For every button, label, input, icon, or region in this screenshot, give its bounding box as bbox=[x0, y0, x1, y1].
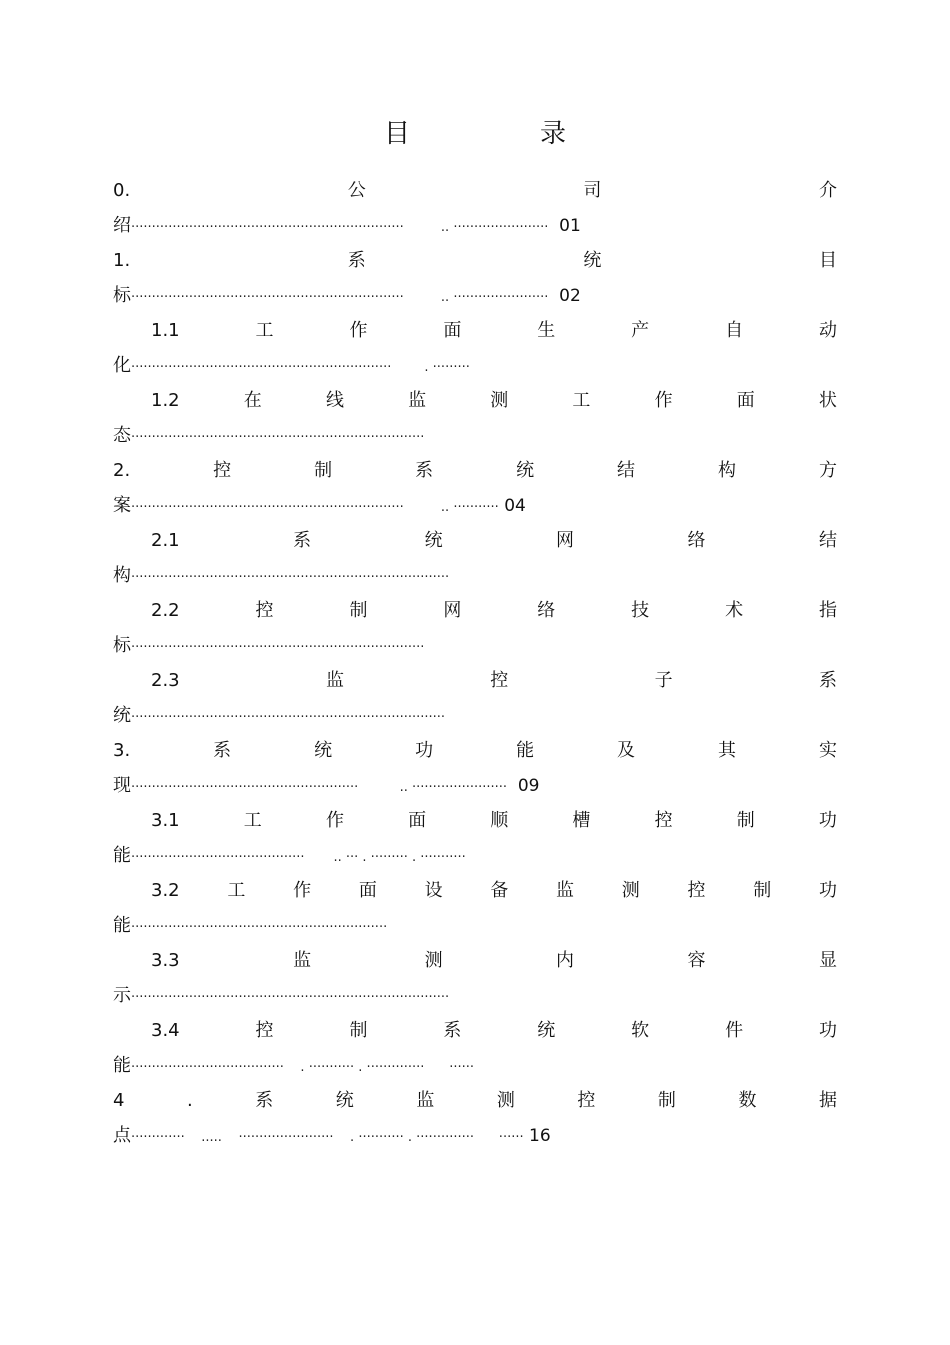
toc-entry[interactable] bbox=[113, 1018, 837, 1088]
section-number: 3.4 bbox=[151, 1020, 180, 1041]
toc-entry-heading bbox=[113, 458, 837, 493]
toc-entry-heading bbox=[113, 598, 837, 633]
dot-leader: .. bbox=[403, 220, 454, 235]
heading-character: 容 bbox=[687, 950, 706, 971]
page-number: 02 bbox=[548, 286, 581, 306]
toc-entry[interactable] bbox=[113, 248, 837, 318]
section-number: 2.2 bbox=[151, 600, 180, 621]
heading-character: 统 bbox=[335, 1090, 354, 1111]
dot-leader: ·································································· bbox=[131, 500, 404, 515]
toc-entry-leader-line bbox=[113, 913, 837, 948]
table-of-contents bbox=[113, 178, 837, 1158]
heading-character: 功 bbox=[818, 880, 837, 901]
toc-entry[interactable] bbox=[113, 178, 837, 248]
toc-entry-leader-line bbox=[113, 493, 837, 528]
heading-character: 功 bbox=[818, 1020, 837, 1041]
section-number: 3. bbox=[113, 740, 131, 761]
heading-character: 统 bbox=[424, 530, 443, 551]
toc-entry-leader-line bbox=[113, 1053, 837, 1088]
heading-character: 态 bbox=[113, 425, 131, 446]
heading-character: 设 bbox=[424, 880, 443, 901]
heading-character: 系 bbox=[293, 530, 312, 551]
dot-leader: ..... bbox=[184, 1130, 239, 1145]
heading-character: 监 bbox=[293, 950, 312, 971]
toc-entry[interactable] bbox=[113, 598, 837, 668]
toc-entry-heading bbox=[113, 1018, 837, 1053]
heading-character: 统 bbox=[583, 250, 602, 271]
dot-leader: ······························································ bbox=[131, 920, 388, 935]
dot-leader: ··········· bbox=[399, 710, 446, 725]
toc-entry-heading bbox=[113, 1088, 837, 1123]
dot-leader: ·········································· bbox=[131, 850, 305, 865]
heading-character: 作 bbox=[654, 390, 673, 411]
heading-character: 测 bbox=[621, 880, 640, 901]
heading-character: 工 bbox=[227, 880, 246, 901]
toc-entry-heading bbox=[113, 528, 837, 563]
heading-character: 生 bbox=[537, 320, 556, 341]
heading-character: 控 bbox=[687, 880, 706, 901]
heading-character: 面 bbox=[443, 320, 462, 341]
toc-entry[interactable] bbox=[113, 948, 837, 1018]
page-number: 09 bbox=[507, 776, 540, 796]
toc-entry-leader-line bbox=[113, 353, 837, 388]
toc-entry[interactable] bbox=[113, 808, 837, 878]
dot-leader: . bbox=[333, 1130, 359, 1145]
dot-leader: ··········· . ·············· ······ bbox=[308, 1060, 474, 1075]
dot-leader: ··········· . ·············· ······ bbox=[358, 1130, 524, 1145]
page-title: 目 录 bbox=[383, 119, 618, 149]
heading-character: 能 bbox=[113, 845, 131, 866]
toc-entry-leader-line bbox=[113, 283, 837, 318]
toc-entry[interactable] bbox=[113, 668, 837, 738]
toc-entry-leader-line bbox=[113, 703, 837, 738]
toc-entry-leader-line bbox=[113, 773, 837, 808]
heading-character: . bbox=[186, 1090, 193, 1111]
toc-entry-leader-line bbox=[113, 213, 837, 248]
dot-leader: ··· . ········· . ··········· bbox=[345, 850, 466, 865]
heading-character: 制 bbox=[736, 810, 755, 831]
heading-character: 工 bbox=[572, 390, 591, 411]
toc-entry[interactable] bbox=[113, 1088, 837, 1158]
heading-character: 监 bbox=[325, 670, 344, 691]
dot-leader: . bbox=[391, 360, 433, 375]
heading-character: 络 bbox=[687, 530, 706, 551]
heading-character: 备 bbox=[490, 880, 509, 901]
section-number: 3.1 bbox=[151, 810, 180, 831]
dot-leader: ································································· bbox=[131, 710, 400, 725]
heading-character: 制 bbox=[753, 880, 772, 901]
heading-character: 网 bbox=[556, 530, 575, 551]
heading-character: 示 bbox=[113, 985, 131, 1006]
toc-entry[interactable] bbox=[113, 528, 837, 598]
heading-character: 系 bbox=[818, 670, 837, 691]
heading-character: 顺 bbox=[490, 810, 509, 831]
dot-leader: ········· bbox=[432, 360, 470, 375]
heading-character: 内 bbox=[556, 950, 575, 971]
heading-character: 统 bbox=[516, 460, 535, 481]
heading-character: 工 bbox=[243, 810, 262, 831]
heading-character: 构 bbox=[113, 565, 131, 586]
section-number: 1.2 bbox=[151, 390, 180, 411]
dot-leader: ······································································· bbox=[131, 430, 425, 445]
section-number: 1.1 bbox=[151, 320, 180, 341]
toc-entry-heading bbox=[113, 178, 837, 213]
heading-character: 技 bbox=[631, 600, 650, 621]
heading-character: 标 bbox=[113, 635, 131, 656]
toc-entry-heading bbox=[113, 808, 837, 843]
heading-character: 司 bbox=[583, 180, 602, 201]
heading-character: 制 bbox=[314, 460, 333, 481]
heading-character: 制 bbox=[349, 600, 368, 621]
heading-character: 据 bbox=[818, 1090, 837, 1111]
toc-entry[interactable] bbox=[113, 318, 837, 388]
page-number: 01 bbox=[548, 216, 581, 236]
heading-character: 面 bbox=[736, 390, 755, 411]
dot-leader: ·································································· bbox=[131, 220, 404, 235]
heading-character: 系 bbox=[347, 250, 366, 271]
heading-character: 制 bbox=[349, 1020, 368, 1041]
dot-leader: ······················································· bbox=[131, 780, 359, 795]
dot-leader: ······························································· bbox=[131, 360, 392, 375]
toc-entry-leader-line bbox=[113, 423, 837, 458]
heading-character: 化 bbox=[113, 355, 131, 376]
heading-character: 系 bbox=[443, 1020, 462, 1041]
heading-character: 自 bbox=[725, 320, 744, 341]
heading-character: 统 bbox=[537, 1020, 556, 1041]
dot-leader: ······················· bbox=[453, 220, 549, 235]
heading-character: 槽 bbox=[572, 810, 591, 831]
heading-character: 控 bbox=[490, 670, 509, 691]
dot-leader: ······················· bbox=[412, 780, 508, 795]
heading-character: 介 bbox=[818, 180, 837, 201]
section-number: 4 bbox=[113, 1090, 125, 1111]
dot-leader: ············································································· bbox=[131, 990, 450, 1005]
heading-character: 线 bbox=[325, 390, 344, 411]
dot-leader: .. bbox=[304, 850, 346, 865]
heading-character: 控 bbox=[255, 1020, 274, 1041]
heading-character: 监 bbox=[556, 880, 575, 901]
toc-entry[interactable] bbox=[113, 388, 837, 458]
heading-character: 作 bbox=[325, 810, 344, 831]
toc-entry-leader-line bbox=[113, 633, 837, 668]
heading-character: 产 bbox=[631, 320, 650, 341]
heading-character: 标 bbox=[113, 285, 131, 306]
section-number: 2.3 bbox=[151, 670, 180, 691]
dot-leader: ··········· bbox=[453, 500, 499, 515]
dot-leader: .. bbox=[358, 780, 413, 795]
heading-character: 测 bbox=[496, 1090, 515, 1111]
heading-character: 系 bbox=[415, 460, 434, 481]
heading-character: 控 bbox=[213, 460, 232, 481]
toc-entry-heading bbox=[113, 878, 837, 913]
section-number: 1. bbox=[113, 250, 131, 271]
page-number: 16 bbox=[523, 1126, 551, 1146]
heading-character: 指 bbox=[818, 600, 837, 621]
heading-character: 绍 bbox=[113, 215, 131, 236]
heading-character: 件 bbox=[725, 1020, 744, 1041]
heading-character: 控 bbox=[654, 810, 673, 831]
heading-character: 统 bbox=[113, 705, 131, 726]
heading-character: 动 bbox=[818, 320, 837, 341]
heading-character: 现 bbox=[113, 775, 131, 796]
heading-character: 制 bbox=[657, 1090, 676, 1111]
heading-character: 能 bbox=[516, 740, 535, 761]
toc-entry[interactable] bbox=[113, 458, 837, 528]
dot-leader: ·································································· bbox=[131, 290, 404, 305]
toc-entry-leader-line bbox=[113, 1123, 837, 1158]
heading-character: 监 bbox=[416, 1090, 435, 1111]
heading-character: 控 bbox=[255, 600, 274, 621]
section-number: 3.2 bbox=[151, 880, 180, 901]
dot-leader: ············· bbox=[131, 1130, 185, 1145]
heading-character: 作 bbox=[293, 880, 312, 901]
heading-character: 能 bbox=[113, 1055, 131, 1076]
heading-character: 工 bbox=[255, 320, 274, 341]
heading-character: 术 bbox=[725, 600, 744, 621]
toc-entry[interactable] bbox=[113, 738, 837, 808]
dot-leader: ············································································· bbox=[131, 570, 450, 585]
toc-entry-heading bbox=[113, 948, 837, 983]
heading-character: 结 bbox=[617, 460, 636, 481]
section-number: 3.3 bbox=[151, 950, 180, 971]
heading-character: 数 bbox=[738, 1090, 757, 1111]
heading-character: 测 bbox=[424, 950, 443, 971]
heading-character: 能 bbox=[113, 915, 131, 936]
heading-character: 功 bbox=[818, 810, 837, 831]
heading-character: 络 bbox=[537, 600, 556, 621]
heading-character: 方 bbox=[818, 460, 837, 481]
section-number: 2. bbox=[113, 460, 131, 481]
heading-character: 点 bbox=[113, 1125, 131, 1146]
toc-entry-heading bbox=[113, 248, 837, 283]
heading-character: 测 bbox=[490, 390, 509, 411]
heading-character: 面 bbox=[358, 880, 377, 901]
section-number: 2.1 bbox=[151, 530, 180, 551]
heading-character: 公 bbox=[347, 180, 366, 201]
heading-character: 状 bbox=[818, 390, 837, 411]
dot-leader: ······················· bbox=[238, 1130, 334, 1145]
heading-character: 网 bbox=[443, 600, 462, 621]
toc-entry-heading bbox=[113, 388, 837, 423]
toc-entry-leader-line bbox=[113, 563, 837, 598]
dot-leader: . bbox=[283, 1060, 309, 1075]
page-number: 04 bbox=[498, 496, 526, 516]
heading-character: 系 bbox=[255, 1090, 274, 1111]
heading-character: 显 bbox=[818, 950, 837, 971]
heading-character: 子 bbox=[654, 670, 673, 691]
heading-character: 面 bbox=[408, 810, 427, 831]
dot-leader: .. bbox=[403, 500, 454, 515]
heading-character: 实 bbox=[818, 740, 837, 761]
heading-character: 构 bbox=[718, 460, 736, 481]
heading-character: 控 bbox=[577, 1090, 596, 1111]
toc-entry-heading bbox=[113, 318, 837, 353]
dot-leader: ······················· bbox=[453, 290, 549, 305]
heading-character: 在 bbox=[243, 390, 262, 411]
heading-character: 功 bbox=[415, 740, 434, 761]
heading-character: 作 bbox=[349, 320, 368, 341]
toc-entry-leader-line bbox=[113, 843, 837, 878]
heading-character: 软 bbox=[631, 1020, 650, 1041]
toc-entry-heading bbox=[113, 738, 837, 773]
heading-character: 监 bbox=[408, 390, 427, 411]
toc-entry-leader-line bbox=[113, 983, 837, 1018]
heading-character: 案 bbox=[113, 495, 131, 516]
dot-leader: ····································· bbox=[131, 1060, 284, 1075]
heading-character: 及 bbox=[617, 740, 636, 761]
dot-leader: .. bbox=[403, 290, 454, 305]
toc-entry[interactable] bbox=[113, 878, 837, 948]
heading-character: 系 bbox=[213, 740, 232, 761]
section-number: 0. bbox=[113, 180, 131, 201]
toc-entry-heading bbox=[113, 668, 837, 703]
heading-character: 结 bbox=[818, 530, 837, 551]
heading-character: 目 bbox=[818, 250, 837, 271]
heading-character: 其 bbox=[718, 740, 736, 761]
dot-leader: ······································································· bbox=[131, 640, 425, 655]
heading-character: 统 bbox=[314, 740, 333, 761]
